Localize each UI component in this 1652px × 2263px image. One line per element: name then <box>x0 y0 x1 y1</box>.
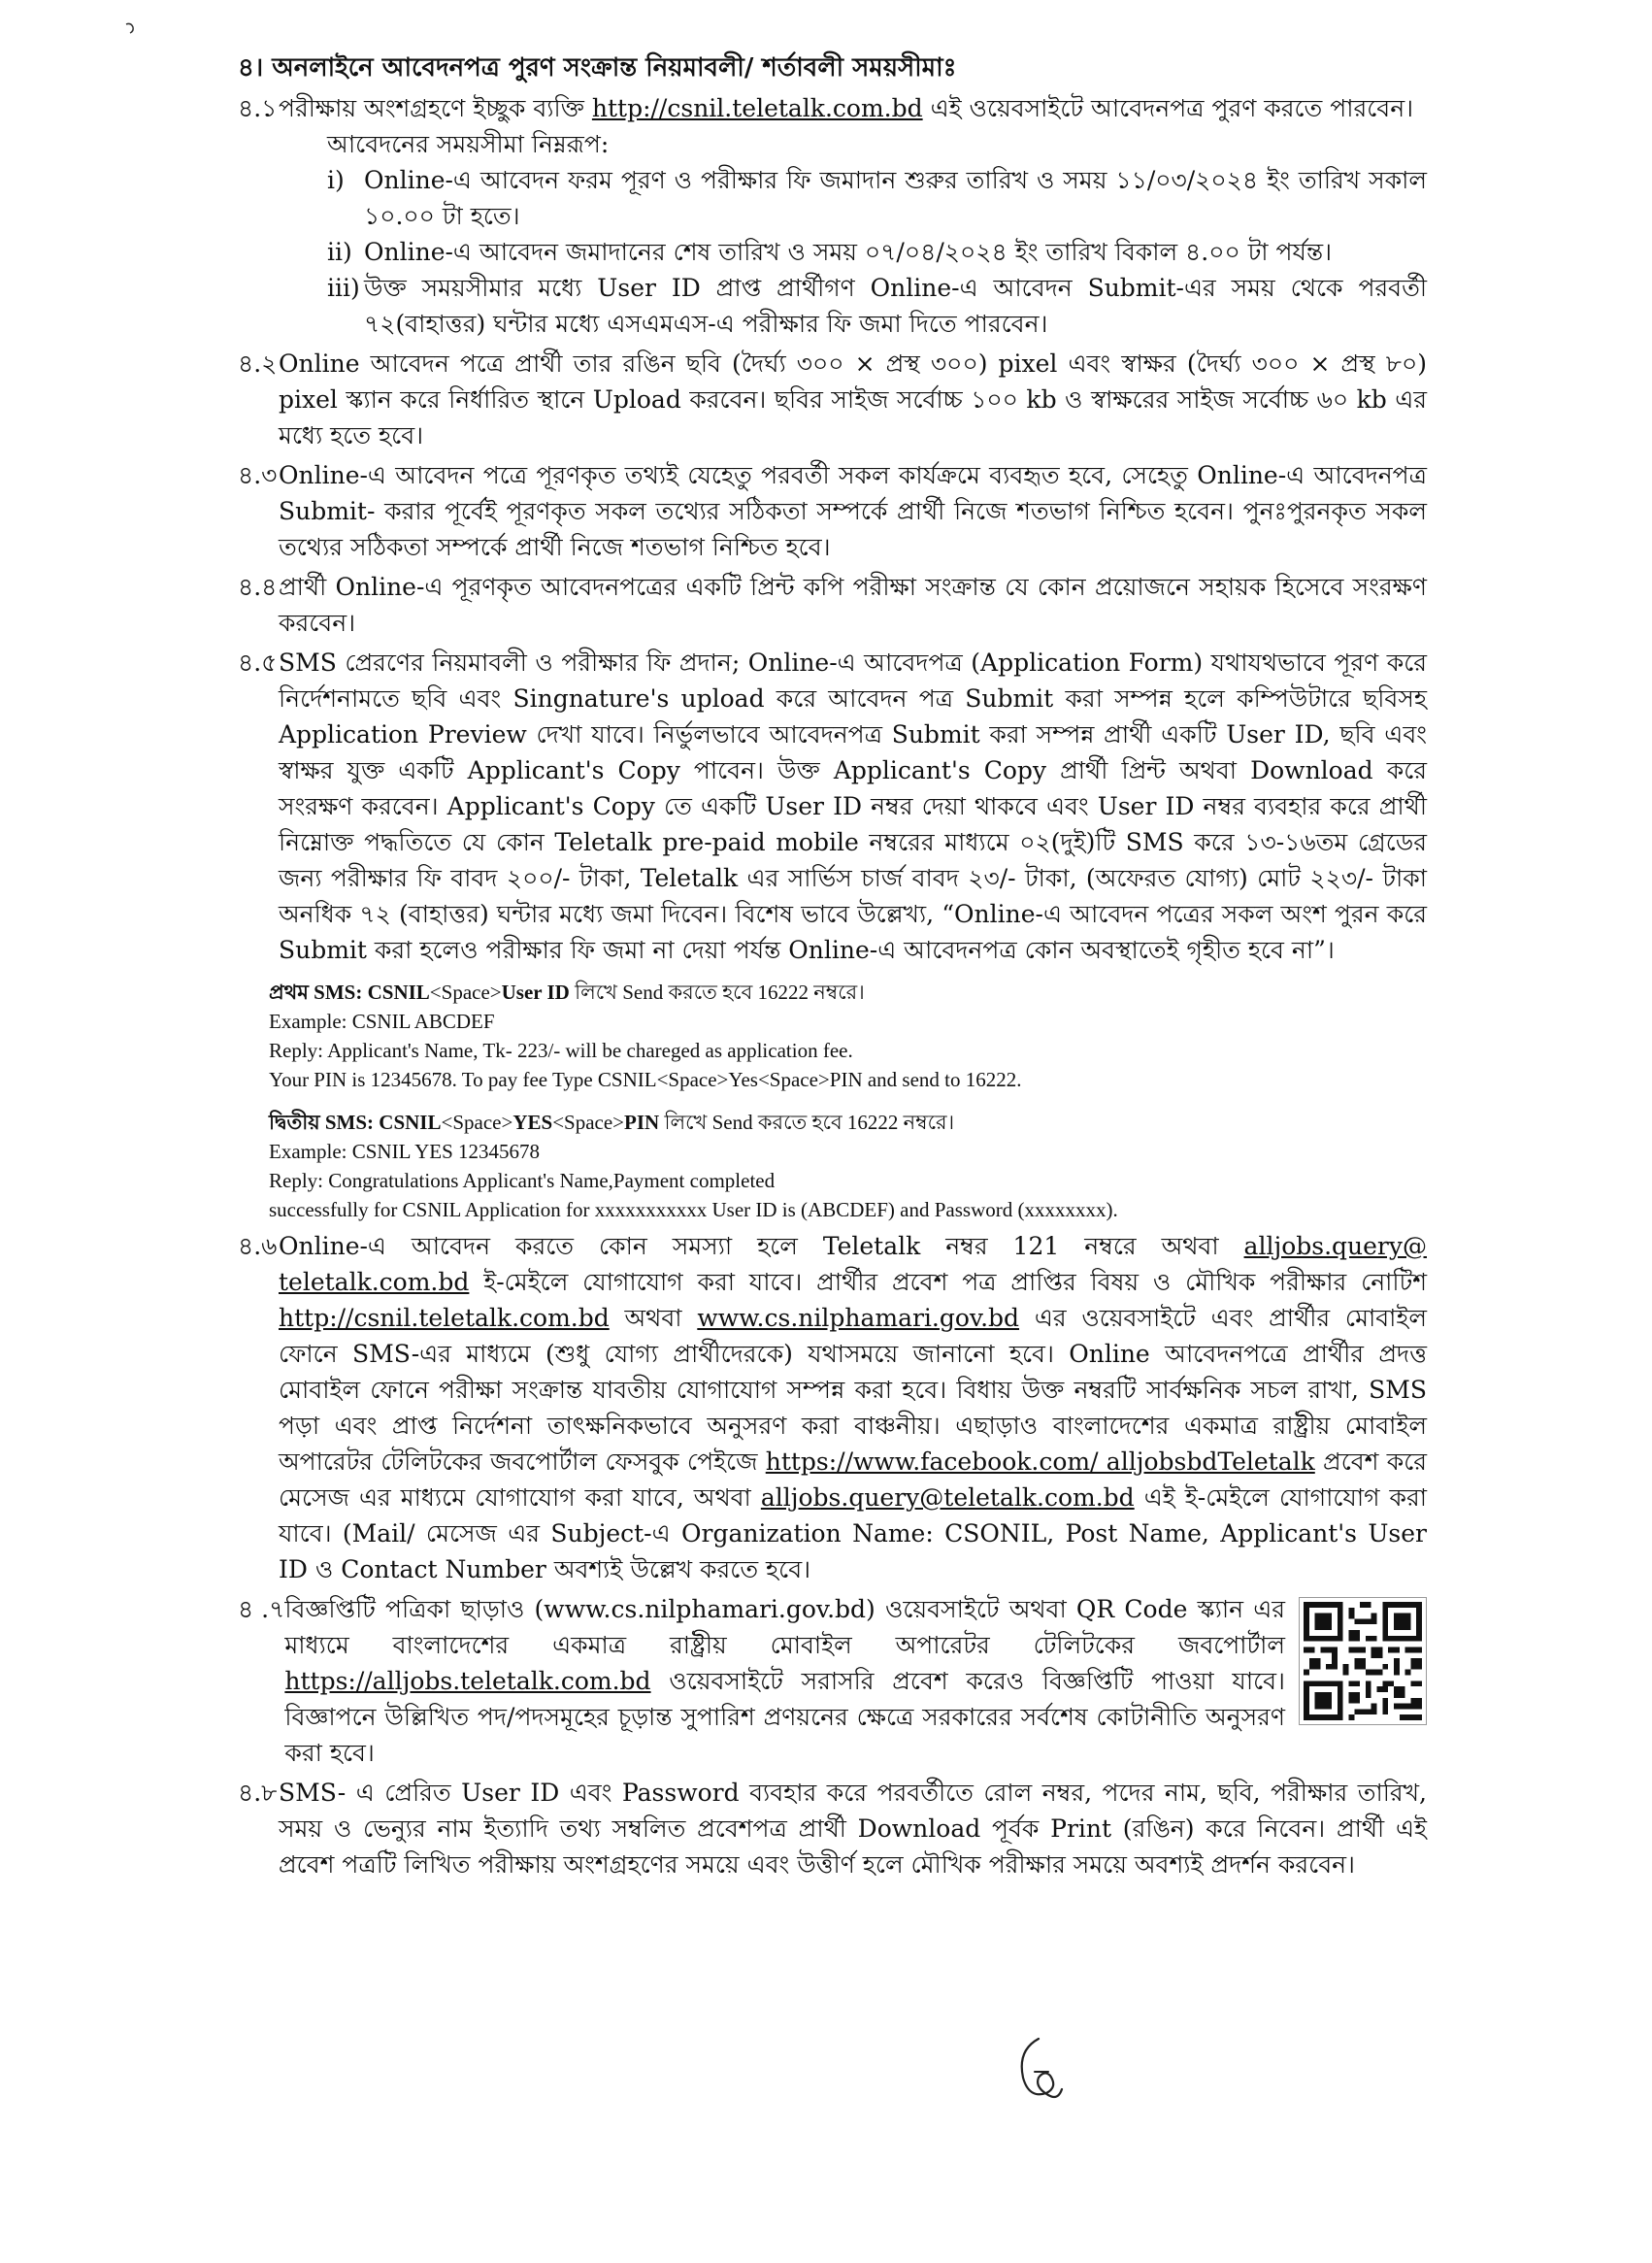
clause-number: ৪ .৭ <box>238 1595 285 1623</box>
clause-text: প্রার্থী Online-এ পূরণকৃত আবেদনপত্রের একটি প্রিন্ট কপি পরীক্ষা সংক্রান্ত যে কোন প্রয়োজনে সহায়ক হিসেবে সংরক্ষণ করবেন। <box>279 573 1427 637</box>
corner-mark-icon <box>124 21 138 35</box>
facebook-link[interactable]: https://www.facebook.com/ alljobsbdTeletalk <box>765 1448 1315 1476</box>
clause-number: ৪.৮ <box>238 1779 278 1807</box>
schedule-item-label: ii) <box>327 238 352 266</box>
schedule-item <box>327 270 1427 342</box>
schedule-item-text: উক্ত সময়সীমার মধ্যে User ID প্রাপ্ত প্রার্থীগণ Online-এ আবেদন Submit-এর সময় থেকে পরবর্তী ৭২(বাহাত্তর) ঘন্টার মধ্যে এসএমএস-এ পরীক্ষার ফি জমা দিতে পারবেন। <box>364 274 1427 338</box>
schedule-item-text: Online-এ আবেদন ফরম পূরণ ও পরীক্ষার ফি জমাদান শুরুর তারিখ ও সময় ১১/০৩/২০২৪ ইং তারিখ সকাল ১০.০০ টা হতে। <box>364 166 1427 230</box>
website-link[interactable]: http://csnil.teletalk.com.bd <box>591 94 923 122</box>
clause-text: প্রবেশ করে মেসেজ এর মাধ্যমে যোগাযোগ করা যাবে, অথবা <box>279 1448 1427 1512</box>
clause-text: বিজ্ঞপ্তিটি পত্রিকা ছাড়াও (www.cs.nilphamari.gov.bd) ওয়েবসাইটে অথবা QR Code স্ক্যান এর মাধ্যমে বাংলাদেশের একমাত্র রাষ্ট্রীয় মোবাইল অপারেটর টেলিটকের জবপোর্টাল <box>284 1595 1285 1659</box>
clause-number: ৪.২ <box>238 349 278 378</box>
sms-keyword: User ID <box>501 981 570 1004</box>
clause-4-5 <box>238 645 1427 968</box>
clause-text: এই ওয়েবসাইটে আবেদনপত্র পুরণ করতে পারবেন। <box>930 94 1414 122</box>
clause-number: ৪.১ <box>238 94 278 122</box>
clause-4-7 <box>238 1591 1427 1771</box>
clause-text: SMS প্রেরণের নিয়মাবলী ও পরীক্ষার ফি প্রদান; Online-এ আবেদপত্র (Application Form) যথাযথভাবে পূরণ করে নির্দেশনামতে ছবি এবং Singnature's upload করে আবেদন পত্র Submit করা সম্পন্ন হলে কম্পিউটারে ছবিসহ Application Preview দেখা যাবে। নির্ভুলভাবে আবেদনপত্র Submit করা সম্পন্ন প্রার্থী একটি User ID, ছবি এবং স্বাক্ষর যুক্ত একটি Applicant's Copy পাবেন। উক্ত Applicant's Copy প্রার্থী প্রিন্ট অথবা Download করে সংরক্ষণ করবেন। Applicant's Copy তে একটি User ID নম্বর দেয়া থাকবে এবং User ID নম্বর ব্যবহার করে প্রার্থী নিম্নোক্ত পদ্ধতিতে যে কোন Teletalk pre-paid mobile নম্বরের মাধ্যমে ০২(দুই)টি SMS করে ১৩-১৬তম গ্রেডের জন্য পরীক্ষার ফি বাবদ ২০০/- টাকা, Teletalk এর সার্ভিস চার্জ বাবদ ২৩/- টাকা, (অফেরত যোগ্য) মোট ২২৩/- টাকা অনধিক ৭২ (বাহাত্তর) ঘন্টার মধ্যে জমা দিবেন। বিশেষ ভাবে উল্লেখ্য, “Online-এ আবেদন পত্রের সকল অংশ পুরন করে Submit করা হলেও পরীক্ষার ফি জমা না দেয়া পর্যন্ত Online-এ আবেদনপত্র কোন অবস্থাতেই গৃহীত হবে না”। <box>279 649 1427 964</box>
clause-4-8 <box>238 1775 1427 1882</box>
clause-text: Online-এ আবেদন করতে কোন সমস্যা হলে Teletalk নম্বর 121 নম্বরে অথবা <box>279 1232 1244 1260</box>
clause-4-1 <box>238 90 1427 342</box>
clause-text: এই ই-মেইলে যোগাযোগ করা যাবে। (Mail/ মেসেজ এর Subject-এ Organization Name: CSONIL, Post Name, Applicant's User ID ও Contact Number অবশ্যই উল্লেখ করতে হবে। <box>279 1483 1427 1583</box>
clause-number: ৪.৪ <box>238 573 278 601</box>
schedule-item-text: Online-এ আবেদন জমাদানের শেষ তারিখ ও সময় ০৭/০৪/২০২৪ ইং তারিখ বিকাল ৪.০০ টা পর্যন্ত। <box>364 238 1333 266</box>
clause-text: Online আবেদন পত্রে প্রার্থী তার রঙিন ছবি (দৈর্ঘ্য ৩০০ × প্রস্থ ৩০০) pixel এবং স্বাক্ষর (দৈর্ঘ্য ৩০০ × প্রস্থ ৮০) pixel স্ক্যান করে নির্ধারিত স্থানে Upload করবেন। ছবির সাইজ সর্বোচ্চ ১০০ kb ও স্বাক্ষরের সাইজ সর্বোচ্চ ৬০ kb এর মধ্যে হতে হবে। <box>279 349 1427 449</box>
sms-keyword: PIN <box>624 1111 660 1134</box>
sms-keyword: দ্বিতীয় SMS: CSNIL <box>269 1111 442 1134</box>
qr-code-icon[interactable] <box>1299 1597 1427 1725</box>
sms-reply: Reply: Applicant's Name, Tk- 223/- will be chareged as application fee. <box>269 1039 853 1062</box>
clause-text: ওয়েবসাইটে সরাসরি প্রবেশ করেও বিজ্ঞপ্তিটি পাওয়া যাবে। বিজ্ঞাপনে উল্লিখিত পদ/পদসমূহের চূড়ান্ত সুপারিশ প্রণয়নের ক্ষেত্রে সরকারের সর্বশেষ কোটানীতি অনুসরণ করা হবে। <box>284 1667 1285 1767</box>
email-link[interactable]: alljobs.query@teletalk.com.bd <box>760 1483 1135 1512</box>
sms-reply: Reply: Congratulations Applicant's Name,Payment completed <box>269 1169 776 1192</box>
clause-4-6 <box>238 1228 1427 1587</box>
clause-text: এর ওয়েবসাইটে এবং প্রার্থীর মোবাইল ফোনে SMS-এর মাধ্যমে (শুধু যোগ্য প্রার্থীদেরকে) যথাসময়ে জানানো হবে। Online আবেদনপত্রে প্রার্থীর প্রদত্ত মোবাইল ফোনে পরীক্ষা সংক্রান্ত যাবতীয় যোগাযোগ সম্পন্ন করা হবে। বিধায় উক্ত নম্বরটি সার্বক্ষনিক সচল রাখা, SMS পড়া এবং প্রাপ্ত নির্দেশনা তাৎক্ষনিকভাবে অনুসরণ করা বাঞ্চনীয়। এছাড়াও বাংলাদেশের একমাত্র রাষ্ট্রীয় মোবাইল অপারেটর টেলিটকের জবপোর্টাল ফেসবুক পেইজে <box>279 1304 1428 1476</box>
website-link[interactable]: https://alljobs.teletalk.com.bd <box>284 1667 651 1695</box>
sms-keyword: YES <box>512 1111 553 1134</box>
schedule-item-label: i) <box>327 166 345 194</box>
sms-success-line: successfully for CSNIL Application for xxxxxxxxxxx User ID is (ABCDEF) and Password (xxxxxxxx). <box>269 1198 1118 1221</box>
schedule-item <box>327 162 1427 234</box>
sms-instruction: লিখে Send করতে হবে 16222 নম্বরে। <box>659 1111 955 1134</box>
clause-4-4 <box>238 569 1427 641</box>
sms-keyword: প্রথম SMS: CSNIL <box>269 981 430 1004</box>
email-link[interactable]: alljobs.query@ teletalk.com.bd <box>279 1232 1427 1296</box>
schedule-item-label: iii) <box>327 274 360 302</box>
sms-separator: <Space> <box>552 1111 625 1134</box>
clause-text: ই-মেইলে যোগাযোগ করা যাবে। প্রার্থীর প্রবেশ পত্র প্রাপ্তির বিষয় ও মৌখিক পরীক্ষার নোটিশ <box>469 1268 1427 1296</box>
sms-instruction: লিখে Send করতে হবে 16222 নম্বরে। <box>569 981 865 1004</box>
schedule-label: আবেদনের সময়সীমা নিম্নরূপ: <box>327 130 610 158</box>
clause-number: ৪.৬ <box>238 1232 278 1260</box>
website-link[interactable]: www.cs.nilphamari.gov.bd <box>697 1304 1020 1332</box>
section-heading: ৪। অনলাইনে আবেদনপত্র পুরণ সংক্রান্ত নিয়মাবলী/ শর্তাবলী সময়সীমাঃ <box>238 53 957 83</box>
clause-text: Online-এ আবেদন পত্রে পূরণকৃত তথ্যই যেহেতু পরবর্তী সকল কার্যক্রমে ব্যবহৃত হবে, সেহেতু Online-এ আবেদনপত্র Submit- করার পূর্বেই পূরণকৃত সকল তথ্যের সঠিকতা সম্পর্কে প্রার্থী নিজে শতভাগ নিশ্চিত হবেন। পুনঃপুরনকৃত সকল তথ্যের সঠিকতা সম্পর্কে প্রার্থী নিজে শতভাগ নিশ্চিত হবে। <box>279 461 1427 561</box>
clause-text: পরীক্ষায় অংশগ্রহণে ইচ্ছুক ব্যক্তি <box>279 94 584 122</box>
clause-number: ৪.৫ <box>238 649 278 677</box>
second-sms-line <box>269 1108 1427 1137</box>
sms-separator: <Space> <box>429 981 502 1004</box>
schedule-item <box>327 234 1427 270</box>
website-link[interactable]: http://csnil.teletalk.com.bd <box>279 1304 610 1332</box>
sms-example: Example: CSNIL ABCDEF <box>269 1010 495 1033</box>
sms-example: Example: CSNIL YES 12345678 <box>269 1140 541 1163</box>
handwritten-signature-icon <box>1009 2029 1068 2116</box>
document-content <box>238 50 1427 1882</box>
clause-number: ৪.৩ <box>238 461 278 489</box>
clause-4-2 <box>238 346 1427 453</box>
first-sms-line <box>269 978 1427 1007</box>
clause-text: অথবা <box>609 1304 698 1332</box>
clause-4-3 <box>238 457 1427 565</box>
clause-text: SMS- এ প্রেরিত User ID এবং Password ব্যবহার করে পরবর্তীতে রোল নম্বর, পদের নাম, ছবি, পরীক্ষার তারিখ, সময় ও ভেন্যুর নাম ইত্যাদি তথ্য সম্বলিত প্রবেশপত্র প্রার্থী Download পূর্বক Print (রঙিন) করে নিবেন। প্রার্থী এই প্রবেশ পত্রটি লিখিত পরীক্ষায় অংশগ্রহণের সময়ে এবং উত্তীর্ণ হলে মৌখিক পরীক্ষার সময়ে অবশ্যই প্রদর্শন করবেন। <box>279 1779 1427 1879</box>
sms-instructions <box>269 978 1427 1224</box>
sms-pin-line: Your PIN is 12345678. To pay fee Type CSNIL<Space>Yes<Space>PIN and send to 16222. <box>269 1068 1022 1091</box>
sms-separator: <Space> <box>441 1111 513 1134</box>
